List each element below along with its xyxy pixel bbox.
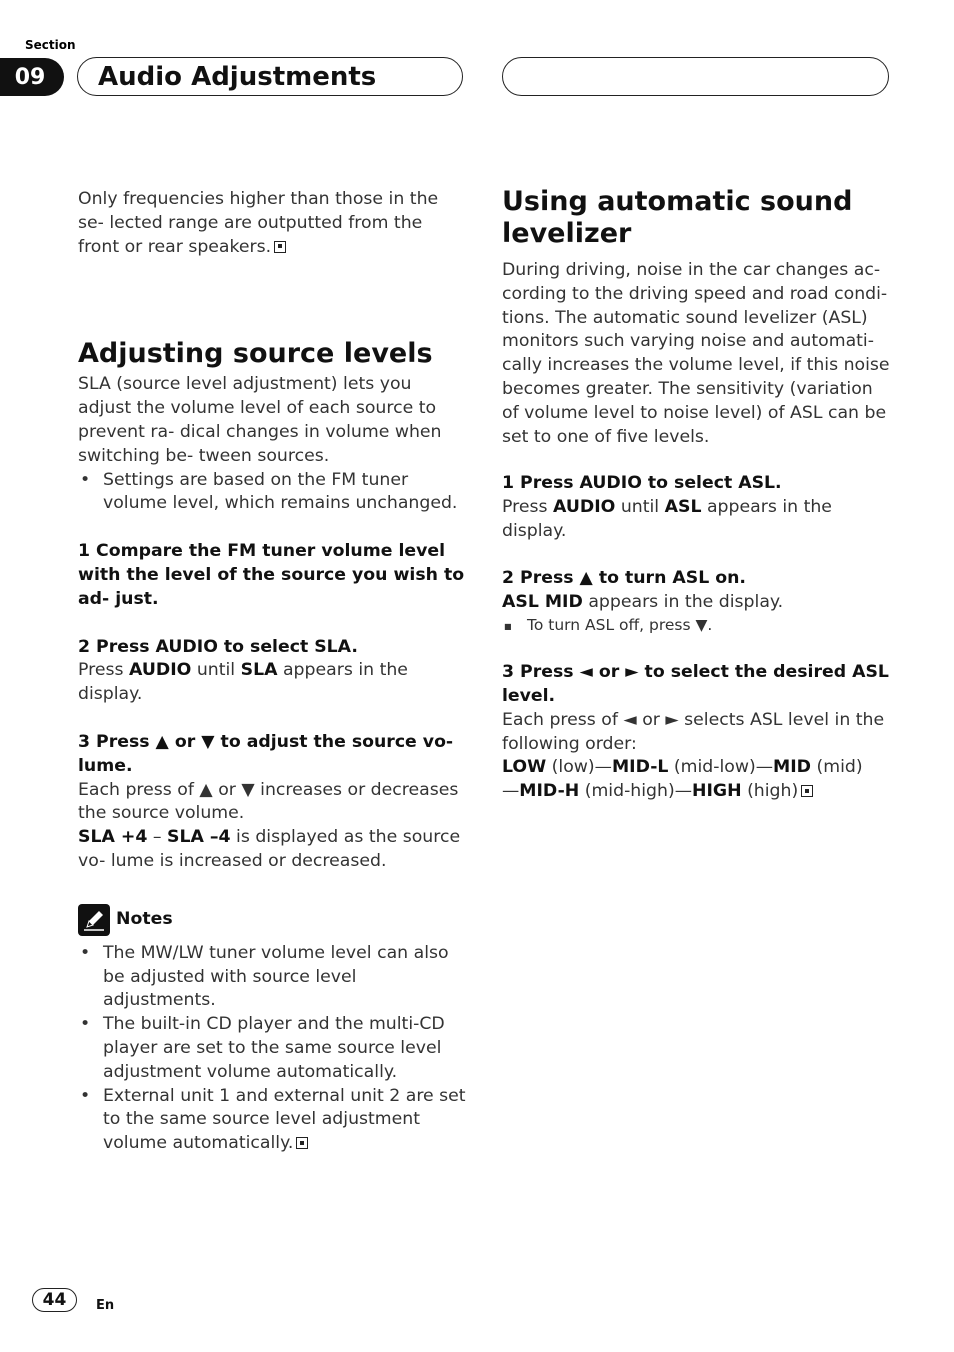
level-key: MID bbox=[773, 757, 812, 778]
level-key: MID-L bbox=[611, 757, 669, 778]
pencil-note-icon bbox=[78, 904, 110, 936]
sla-max-value: SLA –4 bbox=[167, 827, 231, 848]
notes-header bbox=[78, 904, 468, 936]
end-mark-icon bbox=[274, 241, 286, 253]
level-desc: (high) bbox=[747, 781, 799, 802]
intro-text: Only frequencies higher than those in the se- lected range are outputted from the front or rear speakers. bbox=[78, 189, 439, 257]
asl-level-order bbox=[502, 756, 894, 804]
sla-min-value: SLA +4 bbox=[78, 827, 148, 848]
intro-paragraph bbox=[78, 188, 468, 259]
sla-range-rest: is displayed as the source vo- lume is increased or decreased. bbox=[78, 827, 461, 871]
end-mark-icon bbox=[296, 1137, 308, 1149]
level-desc: (mid-low) bbox=[673, 757, 756, 778]
notes-list bbox=[78, 942, 468, 1156]
asl-heading: Using automatic sound levelizer bbox=[502, 186, 853, 249]
level-key: MID-H bbox=[519, 781, 580, 802]
sla-heading: Adjusting source levels bbox=[78, 338, 433, 370]
level-dash: — bbox=[594, 757, 612, 778]
chapter-title: Audio Adjustments bbox=[98, 61, 377, 92]
asl-step-1: 1 Press AUDIO to select ASL. bbox=[502, 473, 782, 494]
sla-step-2-body bbox=[78, 659, 468, 707]
asl-mid-value: ASL MID bbox=[502, 591, 583, 612]
left-column bbox=[78, 188, 468, 1156]
key-audio: AUDIO bbox=[128, 660, 192, 681]
text-appears: appears in the display. bbox=[78, 660, 408, 705]
level-key: LOW bbox=[502, 757, 547, 778]
text-until: until bbox=[196, 660, 236, 681]
level-key: HIGH bbox=[692, 781, 742, 802]
notes-title: Notes bbox=[116, 908, 173, 929]
sla-bullet: • Settings are based on the FM tuner volume level, which remains unchanged. bbox=[78, 469, 468, 517]
level-desc: (low) bbox=[551, 757, 595, 778]
sla-step-3-body: Each press of ▲ or ▼ increases or decreases the source volume. bbox=[78, 779, 459, 824]
asl-step-2: 2 Press ▲ to turn ASL on. bbox=[502, 567, 746, 588]
asl-body: During driving, noise in the car changes ac- cording to the driving speed and road condi- tions. The automatic sound levelizer (ASL) monitors such varying noise and automati- cally increases the volume level, if this noise becomes greater. The sensitivity (variation of volume level to noise level) of ASL can be set to one of five levels. bbox=[502, 260, 890, 447]
asl-step-2-body bbox=[502, 591, 894, 615]
text-until: until bbox=[620, 497, 660, 518]
level-dash: — bbox=[674, 781, 693, 802]
text-press: Press bbox=[502, 497, 548, 518]
asl-step-2-note: ■ To turn ASL off, press ▼. bbox=[502, 614, 894, 638]
note-item: • The built-in CD player and the multi-CD player are set to the same source level adjustment volume automatically. bbox=[78, 1013, 468, 1084]
asl-step-1-body bbox=[502, 496, 894, 544]
text-press: Press bbox=[78, 660, 124, 681]
text-appears: appears in the display. bbox=[588, 591, 784, 612]
note-item bbox=[78, 1085, 468, 1156]
chapter-title-box bbox=[77, 57, 463, 96]
sla-dash: – bbox=[147, 827, 167, 848]
key-sla: SLA bbox=[240, 660, 278, 681]
text-appears: appears in the display. bbox=[502, 497, 832, 541]
sla-step-1: 1 Compare the FM tuner volume level with the level of the source you wish to ad- just. bbox=[78, 541, 465, 609]
section-label: Section bbox=[25, 38, 76, 52]
end-mark-icon bbox=[801, 785, 813, 797]
section-number-badge: 09 bbox=[0, 58, 64, 96]
level-desc: (mid) bbox=[816, 757, 863, 778]
key-audio: AUDIO bbox=[552, 497, 616, 518]
note-item-text: External unit 1 and external unit 2 are set to the same source level adjustment volume automatically. bbox=[103, 1085, 466, 1154]
asl-step-3-body: Each press of ◄ or ► selects ASL level in the following order: bbox=[502, 709, 885, 754]
level-dash: — bbox=[755, 757, 774, 778]
page-number: 44 bbox=[32, 1288, 77, 1312]
sla-step-2: 2 Press AUDIO to select SLA. bbox=[78, 636, 358, 657]
sla-body: SLA (source level adjustment) lets you adjust the volume level of each source to prevent ra- dical changes in volume when switching be- tween sources. bbox=[78, 374, 442, 466]
language-label: En bbox=[96, 1298, 115, 1313]
key-asl: ASL bbox=[664, 497, 702, 518]
empty-header-box bbox=[502, 57, 889, 96]
level-dash: — bbox=[502, 781, 520, 802]
note-item: • The MW/LW tuner volume level can also be adjusted with source level adjustments. bbox=[78, 942, 468, 1013]
asl-step-3: 3 Press ◄ or ► to select the desired ASL level. bbox=[502, 662, 889, 706]
sla-step-3: 3 Press ▲ or ▼ to adjust the source vo- lume. bbox=[78, 731, 454, 776]
level-desc: (mid-high) bbox=[584, 781, 675, 802]
right-column bbox=[502, 186, 894, 804]
sla-range-text bbox=[78, 826, 468, 874]
